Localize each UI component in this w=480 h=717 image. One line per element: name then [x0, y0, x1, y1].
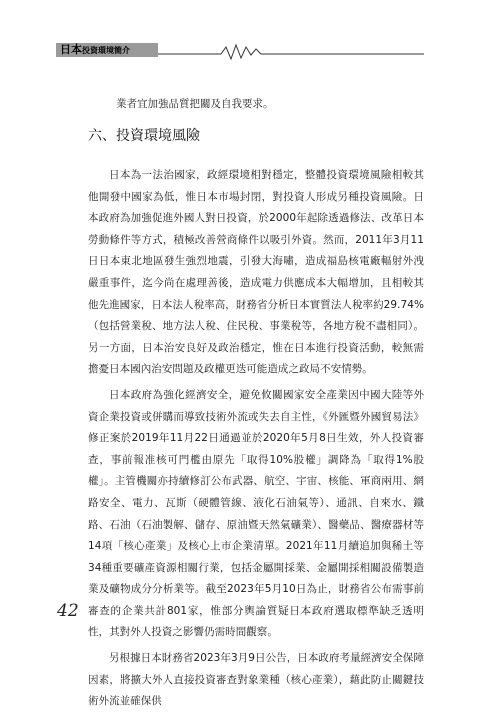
- page-number: 42: [57, 601, 79, 621]
- page-body: [88, 95, 424, 717]
- section-heading: 六、投資環境風險: [88, 128, 200, 144]
- header-title-country: 日本: [60, 43, 82, 56]
- header-title-subtitle: 投資環境簡介: [82, 46, 130, 55]
- paragraph-2: 日本政府為強化經濟安全，避免攸關國家安全產業因中國大陸等外資企業投資或併購而導致技術外流或失去自主性，《外匯暨外國貿易法》修正案於2019年11月22日通過並於2020年5月8日生效，外人投資審查，事前報准核可門檻由原先「取得10%股權」調降為「取得1%股權」。主管機關亦持續修訂公布武器、航空、宇宙、核能、軍商兩用、網路安全、電力、瓦斯（硬體管線、液化石油氣等）、通訊、自來水、鐵路、石油（石油製解、儲存、原油暨天然氣礦業）、醫藥品、醫療器材等14項「核心產業」及核心上市企業清單。2021年11月續追加與稀土等34種重要礦產資源相關行業，包括金屬開採業、金屬開採相關設備製造業及礦物成分分析業等。截至2023年5月10日為止，財務省公布需事前審查的企業共計801家，惟部分輿論質疑日本政府選取標準缺乏透明性，其對外人投資之影響仍需時間觀察。: [88, 388, 424, 639]
- paragraph-1: 日本為一法治國家，政經環境相對穩定，整體投資環境風險相較其他開發中國家為低，惟日本市場封閉，對投資人形成另種投資風險。日本政府為加強促進外國人對日投資，於2000年起除透過修法、改革日本勞動條件等方式，積極改善營商條件以吸引外資。然而，2011年3月11日日本東北地區發生強烈地震，引發大海嘯，造成福島核電廠輻射外洩嚴重事件，迄今尚在處理善後，造成電力供應成本大幅增加，且相較其他先進國家，日本法人稅率高，財務省分析日本實質法人稅率約29.74%（包括營業稅、地方法人稅、住民稅、事業稅等，各地方稅不盡相同）。另一方面，日本治安良好及政治穩定，惟在日本進行投資活動，較無需擔憂日本國內治安問題及政權更迭可能造成之政局不安情勢。: [88, 169, 424, 376]
- paragraph-3: 另根據日本財務省2023年3月9日公告，日本政府考量經濟安全保障因素，將擴大外人直接投資審查對象業種（核心產業），藉此防止關鍵技術外流並確保供: [88, 652, 424, 708]
- lead-line: 業者宜加強品質把關及自我要求。: [116, 98, 274, 110]
- header-pulse-line: [56, 41, 424, 61]
